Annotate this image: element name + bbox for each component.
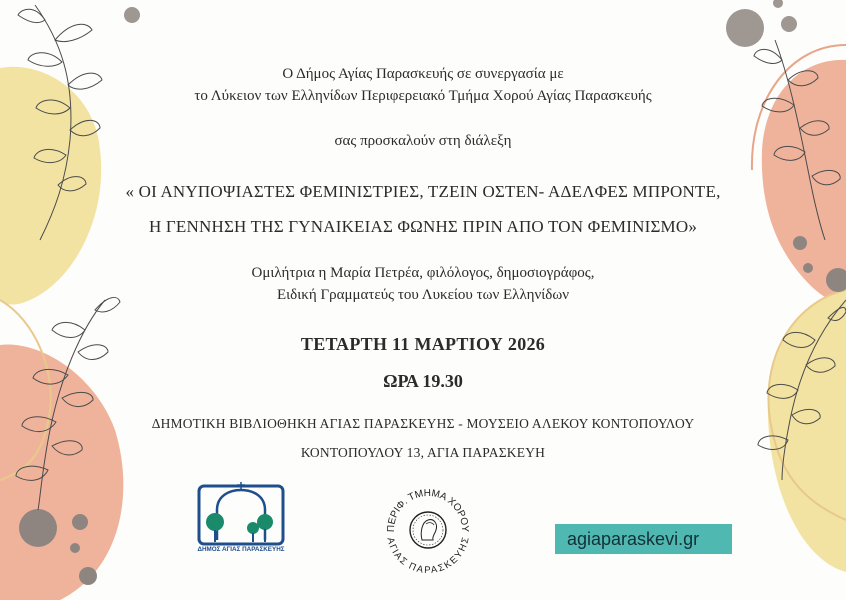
invite-text: σας προσκαλούν στη διάλεξη	[334, 133, 512, 149]
municipality-logo-icon	[197, 482, 285, 546]
gray-dot	[124, 7, 140, 23]
event-time: ΩΡΑ 19.30	[383, 371, 463, 391]
organizer-line-1: Ο Δήμος Αγίας Παρασκευής σε συνεργασία με	[282, 66, 564, 82]
gray-dot	[773, 0, 783, 8]
gray-dot	[79, 567, 97, 585]
lecture-title-line-2: Η ΓΕΝΝΗΣΗ ΤΗΣ ΓΥΝΑΙΚΕΙΑΣ ΦΩΝΗΣ ΠΡΙΝ ΑΠΟ ΤΟΝ ΦΕΜΙΝΙΣΜΟ»	[148, 217, 698, 236]
municipality-logo	[197, 482, 285, 560]
leaf-branch-icon	[754, 40, 846, 480]
organizer-line-2: το Λύκειον των Ελληνίδων Περιφερειακό Τμήμα Χορού Αγίας Παρασκευής	[194, 88, 652, 104]
lyceum-seal-icon	[380, 480, 476, 576]
event-venue: ΔΗΜΟΤΙΚΗ ΒΙΒΛΙΟΘΗΚΗ ΑΓΙΑΣ ΠΑΡΑΣΚΕΥΗΣ - ΜΟΥΣΕΙΟ ΑΛΕΚΟΥ ΚΟΝΤΟΠΟΥΛΟΥ	[151, 416, 695, 431]
gray-dot	[781, 16, 797, 32]
svg-text:ΠΕΡΙΦ. ΤΜΗΜΑ ΧΟΡΟΥ	[386, 488, 470, 533]
gray-dot	[72, 514, 88, 530]
lyceum-top-text: ΠΕΡΙΦ. ΤΜΗΜΑ ΧΟΡΟΥ	[385, 487, 471, 533]
lyceum-seal	[380, 480, 476, 576]
website-link-button[interactable]: agiaparaskevi.gr	[555, 524, 732, 554]
event-date: ΤΕΤΑΡΤΗ 11 ΜΑΡΤΙΟΥ 2026	[300, 334, 546, 354]
svg-text:ΑΓΙΑΣ ΠΑΡΑΣΚΕΥΗΣ	[384, 536, 471, 576]
gray-dot	[19, 509, 57, 547]
speaker-line-1: Ομιλήτρια η Μαρία Πετρέα, φιλόλογος, δημοσιογράφος,	[251, 265, 595, 281]
gray-dot	[70, 543, 80, 553]
municipality-caption: ΔΗΜΟΣ ΑΓΙΑΣ ΠΑΡΑΣΚΕΥΗΣ	[197, 546, 285, 553]
speaker-line-2: Ειδική Γραμματεύς του Λυκείου των Ελληνίδων	[276, 287, 569, 303]
lyceum-bottom-text: ΑΓΙΑΣ ΠΑΡΑΣΚΕΥΗΣ	[384, 536, 472, 576]
gray-dot	[726, 9, 764, 47]
lecture-title-line-1: « ΟΙ ΑΝΥΠΟΨΙΑΣΤΕΣ ΦΕΜΙΝΙΣΤΡΙΕΣ, ΤΖΕΙΝ ΟΣΤΕΝ- ΑΔΕΛΦΕΣ ΜΠΡΟΝΤΕ,	[125, 182, 721, 201]
event-address: ΚΟΝΤΟΠΟΥΛΟΥ 13, ΑΓΙΑ ΠΑΡΑΣΚΕΥΗ	[300, 445, 546, 460]
